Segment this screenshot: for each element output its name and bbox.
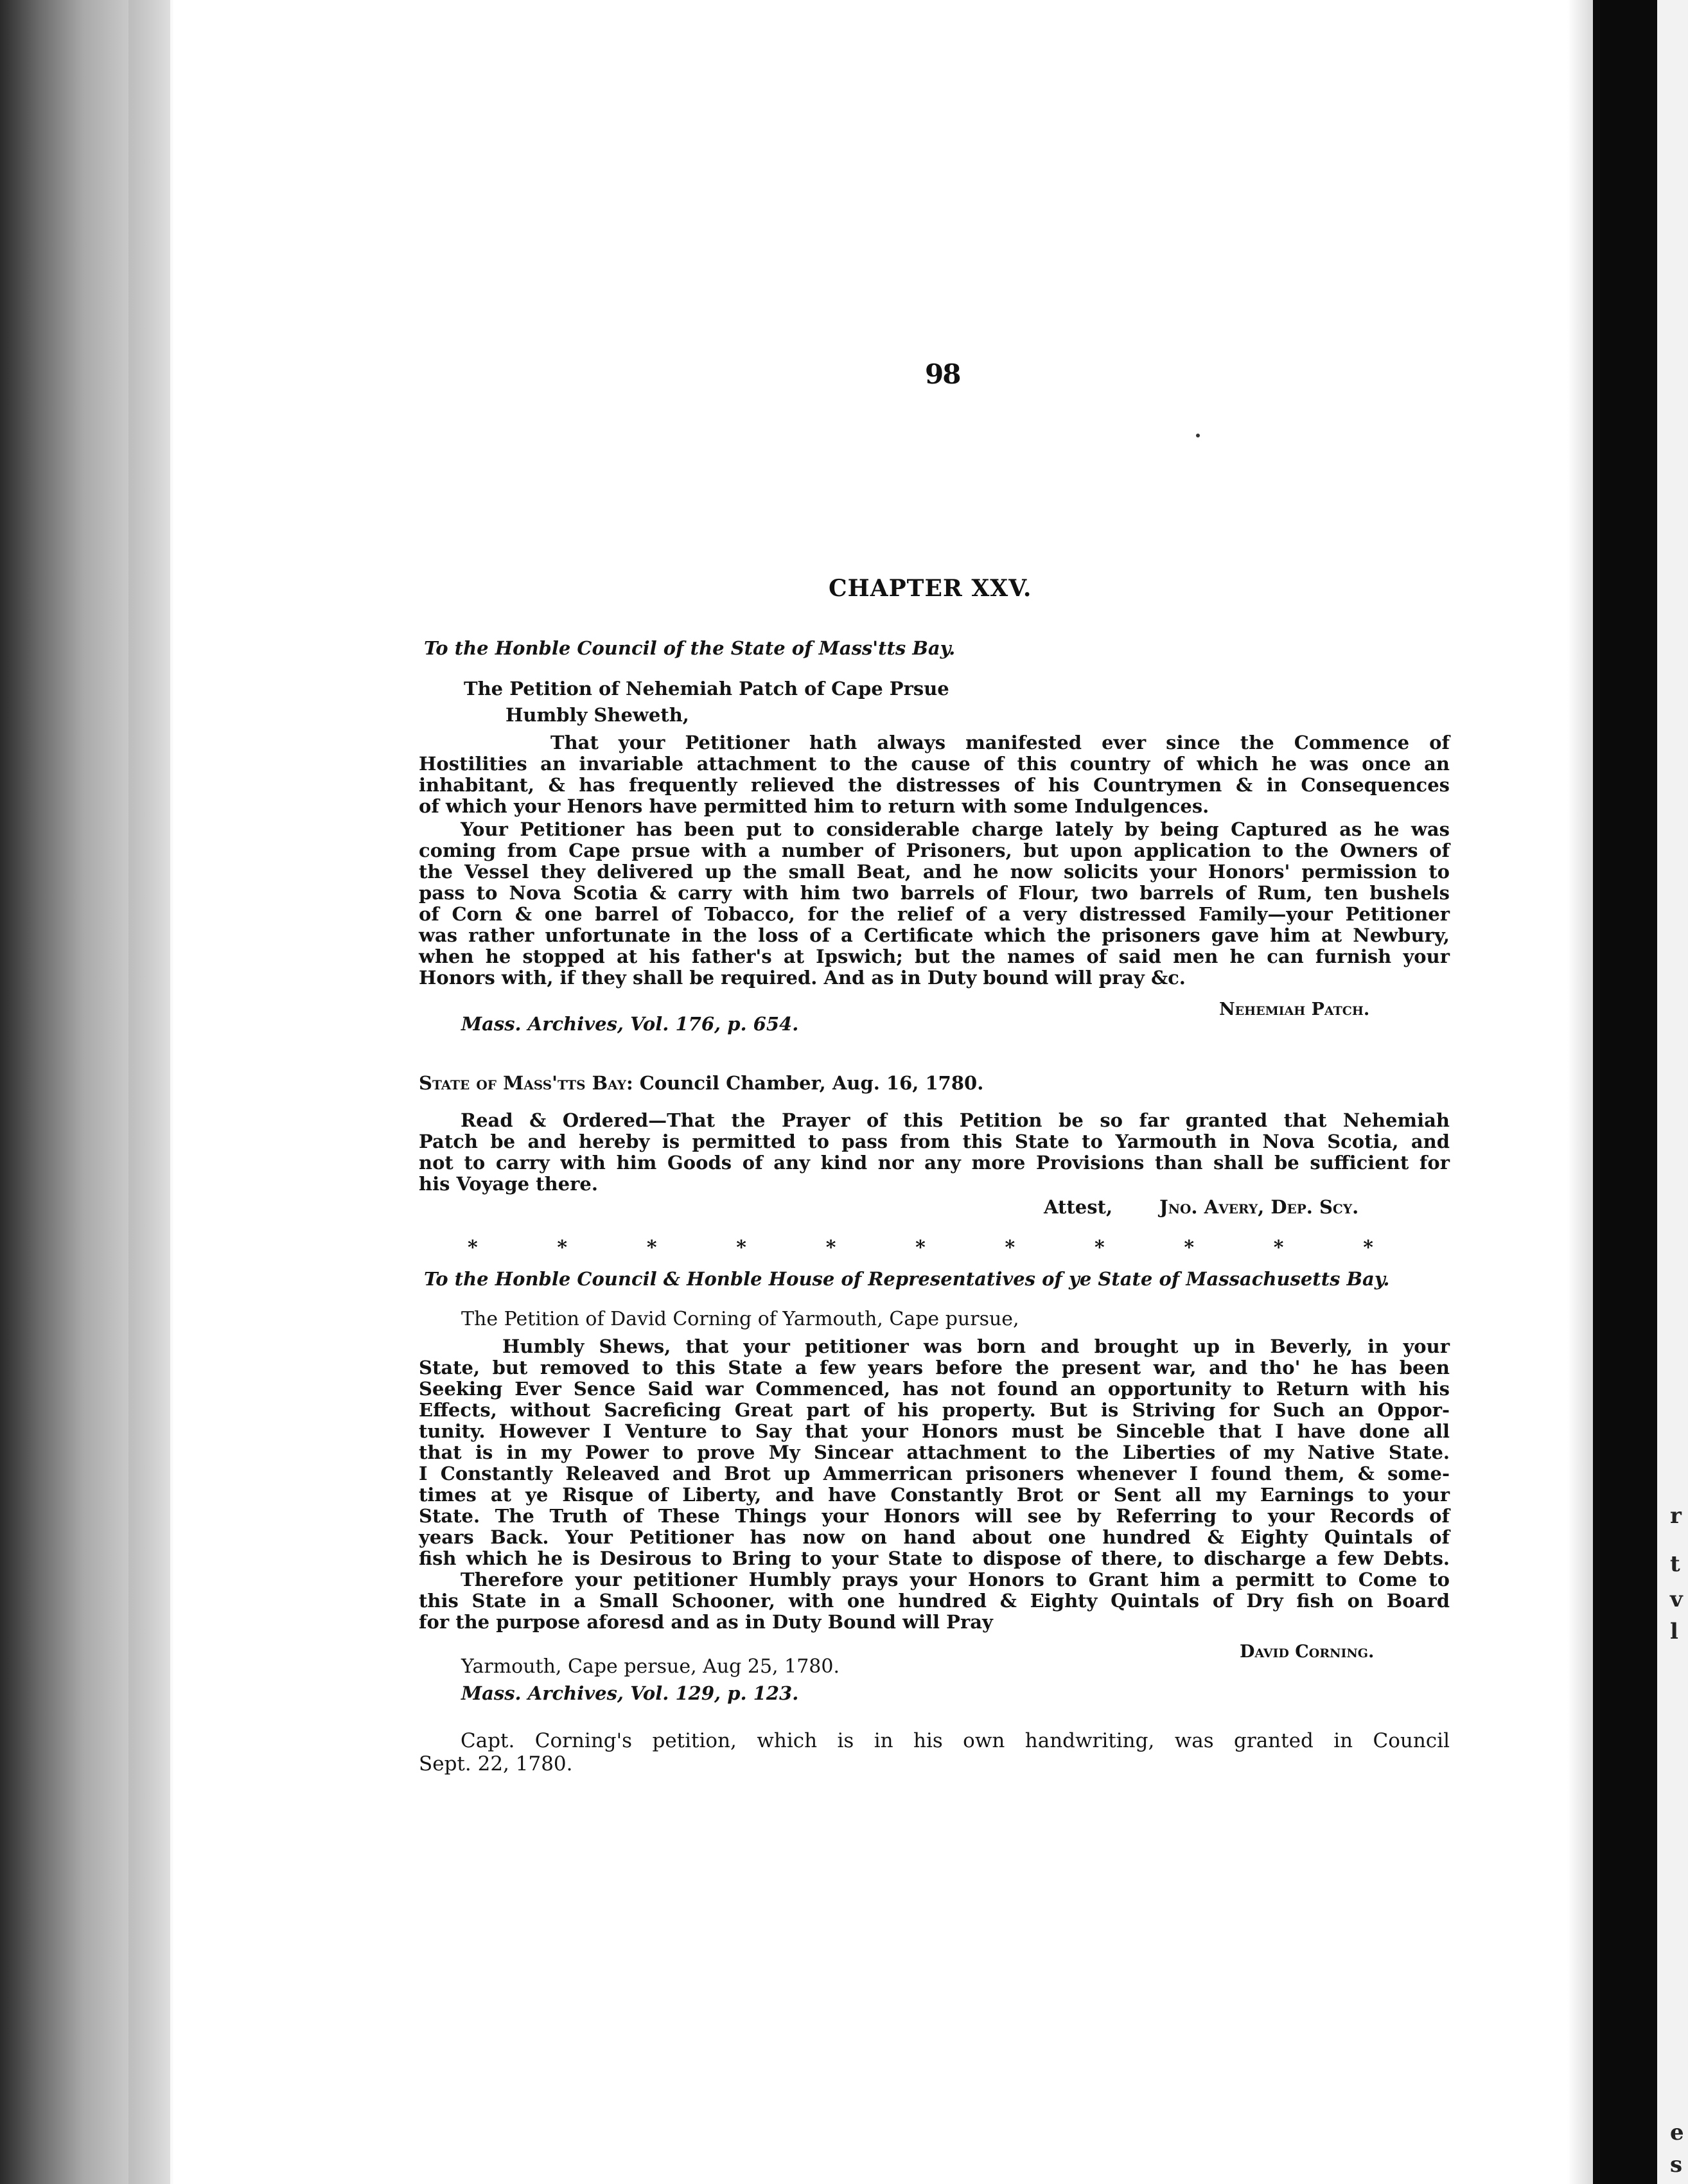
asterisk: * — [468, 1237, 478, 1259]
text-line: That your Petitioner hath always manifested ever since the Commence of — [550, 732, 1450, 753]
scan-speck — [1196, 434, 1200, 437]
text-line: Capt. Corning's petition, which is in his own handwriting, was granted in Council — [461, 1729, 1450, 1752]
asterisk: * — [1273, 1237, 1284, 1259]
text-line: Seeking Ever Sence Said war Commenced, has not found an opportunity to Return with his — [419, 1378, 1450, 1400]
next-page-edge-glyph: v — [1670, 1587, 1683, 1612]
petition-1-paragraph-1 — [419, 732, 1450, 817]
text-line: State. The Truth of These Things your Honors will see by Referring to your Records of — [419, 1505, 1450, 1527]
text-line: when he stopped at his father's at Ipswich; but the names of said men he can furnish your — [419, 946, 1450, 967]
text-line: that is in my Power to prove My Sincear attachment to the Liberties of my Native State. — [419, 1441, 1450, 1463]
chapter-title: CHAPTER XXV. — [829, 575, 1032, 602]
scan-right-shadow — [1567, 0, 1593, 2184]
asterisk: * — [1005, 1237, 1015, 1259]
asterisk: * — [1184, 1237, 1195, 1259]
asterisk: * — [736, 1237, 746, 1259]
asterisk: * — [825, 1237, 836, 1259]
text-line: the Vessel they delivered up the small Beat, and he now solicits your Honors' permission to — [419, 861, 1450, 883]
text-line: times at ye Risque of Liberty, and have Constantly Brot or Sent all my Earnings to your — [419, 1484, 1450, 1506]
text-line: Humbly Shews, that your petitioner was born and brought up in Beverly, in your — [502, 1335, 1450, 1357]
text-line: Read & Ordered—That the Prayer of this Petition be so far granted that Nehemiah — [461, 1109, 1450, 1131]
petition-2-body — [419, 1336, 1450, 1633]
text-line: State, but removed to this State a few years before the present war, and tho' he has been — [419, 1357, 1450, 1378]
text-line: Effects, without Sacreficing Great part of his property. But is Striving for Such an Oppor- — [419, 1399, 1450, 1421]
petition-1-signature: Nehemiah Patch. — [1219, 1000, 1370, 1019]
next-page-edge-glyph: t — [1670, 1551, 1680, 1577]
page-number: 98 — [925, 358, 960, 390]
next-page-edge-glyph: r — [1670, 1503, 1682, 1529]
text-line: I Constantly Releaved and Brot up Ammerrican prisoners whenever I found them, & some- — [419, 1463, 1450, 1484]
petition-1-source: Mass. Archives, Vol. 176, p. 654. — [461, 1013, 799, 1035]
text-line: Sept. 22, 1780. — [419, 1752, 573, 1775]
text-line: Patch be and hereby is permitted to pass from this State to Yarmouth in Nova Scotia, and — [419, 1131, 1450, 1152]
text-line: pass to Nova Scotia & carry with him two barrels of Flour, two barrels of Rum, ten bushels — [419, 882, 1450, 904]
asterisk: * — [646, 1237, 657, 1259]
order-heading-rest: Council Chamber, Aug. 16, 1780. — [639, 1072, 984, 1094]
petition-2-source: Mass. Archives, Vol. 129, p. 123. — [461, 1682, 799, 1704]
text-line: inhabitant, & has frequently relieved the distresses of his Countrymen & in Consequences — [419, 774, 1450, 796]
address-line-1: To the Honble Council of the State of Mass'tts Bay. — [424, 637, 956, 659]
text-line: fish which he is Desirous to Bring to your State to dispose of there, to discharge a few Debts. — [419, 1547, 1450, 1569]
petition-2-signature: David Corning. — [1240, 1642, 1375, 1662]
next-page-edge-glyph: l — [1670, 1619, 1678, 1644]
scan-left-gutter — [128, 0, 173, 2184]
petition-1-intro: The Petition of Nehemiah Patch of Cape Prsue — [464, 678, 949, 700]
text-line: of which your Henors have permitted him to return with some Indulgences. — [419, 795, 1209, 817]
section-divider-asterisks — [468, 1237, 1373, 1259]
text-line: coming from Cape prsue with a number of Prisoners, but upon application to the Owners of — [419, 840, 1450, 861]
next-page-edge-glyph: e — [1670, 2120, 1684, 2145]
text-line: Your Petitioner has been put to considerable charge lately by being Captured as he was — [461, 818, 1450, 840]
order-body — [419, 1110, 1450, 1195]
attest-name: Jno. Avery, Dep. Scy. — [1159, 1196, 1359, 1218]
petition-1-paragraph-2 — [419, 819, 1450, 989]
text-line: Honors with, if they shall be required. And as in Duty bound will pray &c. — [419, 967, 1186, 989]
scan-next-page-edge — [1657, 0, 1688, 2184]
text-line: years Back. Your Petitioner has now on hand about one hundred & Eighty Quintals of — [419, 1526, 1450, 1548]
asterisk: * — [915, 1237, 926, 1259]
petition-2-dateline: Yarmouth, Cape persue, Aug 25, 1780. — [461, 1655, 840, 1678]
text-line: for the purpose aforesd and as in Duty Bound will Pray — [419, 1611, 993, 1633]
text-line: Therefore your petitioner Humbly prays your Honors to Grant him a permitt to Come to — [461, 1569, 1450, 1590]
next-page-edge-glyph: s — [1670, 2152, 1683, 2178]
text-line: was rather unfortunate in the loss of a Certificate which the prisoners gave him at Newbury, — [419, 924, 1450, 946]
petition-2-intro: The Petition of David Corning of Yarmouth, Cape pursue, — [461, 1308, 1019, 1330]
attest-label: Attest, — [1044, 1196, 1113, 1218]
text-line: not to carry with him Goods of any kind nor any more Provisions than shall be sufficient for — [419, 1152, 1450, 1174]
order-heading-state: State of Mass'tts Bay: — [419, 1072, 633, 1094]
order-heading — [419, 1073, 983, 1094]
text-line: of Corn & one barrel of Tobacco, for the relief of a very distressed Family—your Petitioner — [419, 903, 1450, 925]
text-line: Hostilities an invariable attachment to the cause of this country of which he was once an — [419, 753, 1450, 775]
asterisk: * — [1094, 1237, 1105, 1259]
text-line: his Voyage there. — [419, 1173, 598, 1195]
asterisk: * — [1363, 1237, 1373, 1259]
address-line-2: To the Honble Council & Honble House of Representatives of ye State of Massachusetts Bay. — [424, 1268, 1390, 1290]
petition-1-humbly: Humbly Sheweth, — [506, 704, 689, 726]
asterisk: * — [557, 1237, 568, 1259]
text-line: this State in a Small Schooner, with one hundred & Eighty Quintals of Dry fish on Board — [419, 1590, 1450, 1612]
closing-note — [419, 1729, 1450, 1775]
text-line: tunity. However I Venture to Say that your Honors must be Sinceble that I have done all — [419, 1420, 1450, 1442]
